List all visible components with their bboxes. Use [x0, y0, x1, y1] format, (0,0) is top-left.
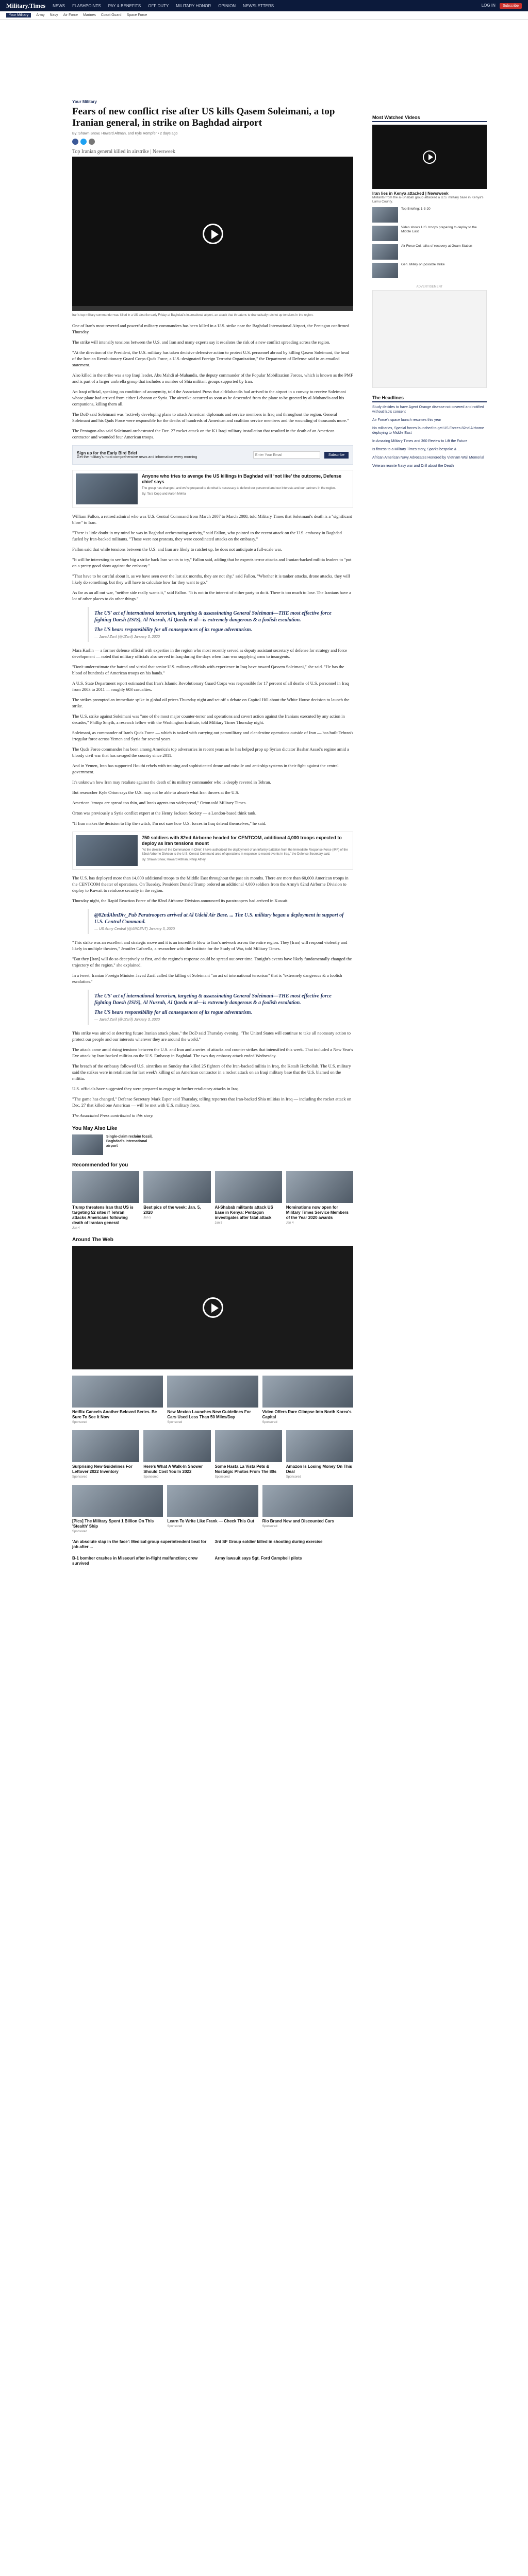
- also-like-item[interactable]: [72, 1134, 353, 1155]
- nav-pay-benefits[interactable]: PAY & BENEFITS: [108, 3, 141, 8]
- sidebar-thumbnail[interactable]: [372, 207, 398, 223]
- section-bar: [0, 11, 528, 20]
- paragraph: Mara Karlin — a former defense official with expertise in the region who most recently served as deputy assistant secretary of defense for strategy and force development — noted that military officials also served in Iraq during the days when Iran was supplying arms to insurgents.: [72, 648, 348, 659]
- sponsored-card[interactable]: [72, 1376, 163, 1424]
- strip-title[interactable]: 3rd SF Group soldier killed in shooting during exercise: [214, 1539, 323, 1544]
- card-meta: Sponsored: [72, 1530, 88, 1533]
- around-web-row: [72, 1485, 353, 1533]
- paragraph: And in Yemen, Iran has supported Houthi rebels with training and sophisticated drone and missile and anti-ship systems in their fight against the central government.: [72, 763, 339, 774]
- card-image[interactable]: [262, 1485, 353, 1517]
- video-player[interactable]: [72, 157, 353, 311]
- card-meta: Jan 5: [143, 1216, 151, 1219]
- card-title[interactable]: Learn To Write Like Frank — Check This Out: [167, 1519, 254, 1523]
- nav-flashpoints[interactable]: FLASHPOINTS: [72, 3, 101, 8]
- section-space-force[interactable]: Space Force: [126, 13, 147, 17]
- paragraph: The strike will intensify tensions between the U.S. and Iran and many experts say it escalates the risk of a new conflict spreading across the region.: [72, 340, 331, 345]
- paragraph: The breach of the embassy followed U.S. airstrikes on Sunday that killed 25 fighters of the Iran-backed militia in Iraq, the Kataib Hezbollah. The U.S. military said the strikes were in retaliation for last week's killing of an American contractor in a rocket attack on an Iraqi military base that the U.S. blamed on the militia.: [72, 1063, 351, 1081]
- paragraph: Thursday night, the Rapid Reaction Force of the 82nd Airborne Division announced its paratroopers had arrived in Kuwait.: [72, 898, 289, 903]
- article-byline: By: Shawn Snow, Howard Altman, and Kyle Rempfer • 2 days ago: [72, 132, 178, 135]
- paragraph: This strike was aimed at deterring future Iranian attack plans," the DoD said Thursday evening. "The United States will continue to take all necessary action to protect our people and our interests wherever they are around the world.": [72, 1030, 351, 1042]
- recommended-row: [72, 1171, 353, 1230]
- sidebar-thumbnail[interactable]: [372, 244, 398, 260]
- card-title[interactable]: Best pics of the week: Jan. 5, 2020: [143, 1205, 201, 1215]
- paragraph: "But they [Iran] will do so deceptively at first, and the regime's response could be spread out over time. Tonight's events have likely fundamentally changed the trajectory of the region," she explained.: [72, 956, 352, 968]
- paragraph: One of Iran's most revered and powerful military commanders has been killed in a U.S. strike near the Baghdad International Airport, the Pentagon confirmed Thursday.: [72, 323, 350, 334]
- paragraph: As far as an all out war, "neither side really wants it," said Fallon. "It is not in the interest of either party to do it. There is too much to lose. The Iranians have a lot of other places to do other things.": [72, 590, 351, 601]
- related-article[interactable]: [72, 832, 353, 870]
- signup-subscribe-button[interactable]: Subscribe: [324, 452, 349, 459]
- paragraph: "At the direction of the President, the U.S. military has taken decisive defensive action to protect U.S. personnel abroad by killing Qasem Soleimani, the head of the Iranian Revolutionary Guard Corps-Quds Force, a U.S.-designated Foreign Terrorist Organization," the Department of Defense said in an emailed statement.: [72, 350, 349, 367]
- card-title[interactable]: New Mexico Launches New Guidelines For Cars Used Less Than 50 Miles/Day: [167, 1410, 251, 1419]
- tweet-text-extra: The US bears responsibility for all consequences of its rogue adventurism.: [94, 1010, 252, 1015]
- tweet-text: The US' act of international terrorism, targeting & assassinating General Soleimani—THE most effective force fighting Daesh (ISIS), Al Nusrah, Al Qaeda et al—is extremely dangerous & a foolish escalation.: [94, 993, 332, 1006]
- card-image[interactable]: [72, 1171, 139, 1203]
- related-summary: The group has changed, and we're prepared to do what is necessary to defend our personnel and our interests and our partners in the region.: [142, 487, 336, 490]
- sidebar: [372, 115, 487, 472]
- nav-news[interactable]: NEWS: [53, 3, 65, 8]
- card-meta: Sponsored: [167, 1421, 183, 1424]
- email-input[interactable]: [253, 451, 320, 459]
- sidebar-ad[interactable]: [372, 290, 487, 388]
- nav-off-duty[interactable]: OFF DUTY: [148, 3, 169, 8]
- top-nav-bar: [0, 0, 528, 11]
- card-title[interactable]: [Pics] The Military Spent 1 Billion On This 'Stealth' Ship: [72, 1519, 154, 1529]
- related-meta: By: Tara Copp and Aaron Mehta: [142, 493, 186, 496]
- strip-item[interactable]: [215, 1539, 354, 1550]
- card-image[interactable]: [72, 1430, 139, 1462]
- paragraph: "Don't underestimate the hatred and vitriol that senior U.S. military officials with experience in Iraq have toward Qassem Soleimani," she said. "He has the blood of hundreds of American troops on his hands.": [72, 664, 344, 675]
- sponsored-card[interactable]: [72, 1430, 139, 1479]
- tweet-meta[interactable]: — US Army Central (@ARCENT) January 3, 2020: [94, 927, 175, 931]
- paragraph: American "troops are spread too thin, and Iran's agents too widespread," Orton told Military Times.: [72, 800, 247, 805]
- card-title[interactable]: Netflix Cancels Another Beloved Series. Be Sure To See It Now: [72, 1410, 157, 1419]
- card-title[interactable]: Video Offers Rare Glimpse Into North Korea's Capital: [262, 1410, 352, 1419]
- around-web-heading: Around The Web: [72, 1237, 113, 1243]
- paragraph: "That have to be careful about it, as we have seen over the last six months, they are not shy," said Fallon. "Whether it is tanker attacks, drone attacks, they will likely do something, but they will have to calculate how far they want to go.": [72, 573, 350, 585]
- play-icon[interactable]: [203, 224, 223, 244]
- tweet-text: @82ndAbnDiv_Pub Paratroopers arrived at Al Udeid Air Base. ... The U.S. military began a deployment in support of U.S. Central Command.: [94, 912, 344, 925]
- sidebar-item-text[interactable]: Air Force Col. talks of recovery at Guam Station: [401, 244, 472, 248]
- play-icon[interactable]: [203, 1297, 223, 1318]
- section-badge[interactable]: Your Military: [6, 13, 31, 18]
- sponsored-card[interactable]: [167, 1376, 258, 1424]
- subscribe-button[interactable]: Subscribe: [500, 3, 522, 9]
- card-title[interactable]: Al-Shabab militants attack US base in Kenya: Pentagon investigates after fatal attack: [214, 1205, 273, 1220]
- sidebar-video-item[interactable]: [372, 207, 487, 223]
- paragraph: The attack came amid rising tensions between the U.S. and Iran and a series of attacks and counter strikes that intensified this week. That included a New Year's Eve attack by Iran-backed militias on the U.S. Embassy in Baghdad. The two day embassy attack ended Wednesday.: [72, 1047, 353, 1058]
- newsletter-signup: [72, 445, 353, 465]
- card-image[interactable]: [286, 1171, 353, 1203]
- paragraph: An Iraqi official, speaking on condition of anonymity, told the Associated Press that al-Muhandis had arrived to the airport in a convoy to receive Soleimani whose plane had arrived from either Lebanon or Syria. The airstrike occurred as soon as he descended from the plane to be greeted by al-Muhandis and his companions, killing them all.: [72, 389, 346, 406]
- sidebar-item-text[interactable]: Gen. Milley on possible strike: [401, 263, 445, 266]
- video-title: Top Iranian general killed in airstrike | Newsweek: [72, 149, 175, 155]
- sidebar-video-item[interactable]: [372, 263, 487, 278]
- paragraph: A U.S. State Department report estimated that Iran's Islamic Revolutionary Guard Corps was responsible for 17 percent of all deaths of U.S. personnel in Iraq from 2003 to 2011 — roughly 603 casualties.: [72, 681, 349, 692]
- section-navy[interactable]: Navy: [50, 13, 58, 17]
- related-thumbnail[interactable]: [76, 835, 138, 866]
- tweet-meta[interactable]: — Javad Zarif (@JZarif) January 3, 2020: [94, 635, 160, 639]
- around-web-row: [72, 1430, 353, 1479]
- sidebar-thumbnail[interactable]: [372, 263, 398, 278]
- strip-title[interactable]: B-1 bomber crashes in Missouri after in-flight malfunction; crew survived: [72, 1556, 198, 1566]
- card-meta: Sponsored: [262, 1421, 277, 1424]
- headline-link[interactable]: Study decides to have Agent Orange disease not covered and notified without lab's consent: [372, 405, 484, 414]
- site-logo[interactable]: Military.Times: [6, 2, 46, 9]
- paragraph: "It will be interesting to see how big a strike back Iran wants to try," Fallon said, adding that he expects terror attacks and Iranian-backed militia leaders to "put on a pretty good show against the embassy.": [72, 557, 352, 568]
- card-meta: Sponsored: [72, 1421, 88, 1424]
- card-meta: Sponsored: [262, 1525, 277, 1528]
- paragraph: Soleimani, as commander of Iran's Quds Force — which is tasked with carrying out paramilitary and clandestine operations outside of Iran — has built Tehran's irregular force across Yemen and Syria for several years.: [72, 730, 353, 741]
- card-meta: Jan 4: [286, 1222, 294, 1225]
- tweet-meta[interactable]: — Javad Zarif (@JZarif) January 3, 2020: [94, 1018, 160, 1022]
- article-title: Fears of new conflict rise after US kills Qasem Soleimani, a top Iranian general, in strike on Baghdad airport: [72, 106, 335, 128]
- paragraph: Fallon said that while tensions between the U.S. and Iran are likely to ratchet up, he does not anticipate a full-scale war.: [72, 547, 282, 552]
- card-image[interactable]: [143, 1430, 210, 1462]
- headline-link[interactable]: African American Navy Advocates Honored by Vietnam Wall Memorial: [372, 456, 484, 460]
- sponsored-card[interactable]: [143, 1430, 210, 1479]
- signup-title: Sign up for the Early Bird Brief: [77, 451, 137, 455]
- section-marines[interactable]: Marines: [82, 13, 96, 17]
- recommended-card[interactable]: [286, 1171, 353, 1230]
- headline-link[interactable]: In Amazing Military Times and 360 Review to Lift the Future: [372, 439, 468, 443]
- paragraph: But researcher Kyle Orton says the U.S. may not be able to absorb what Iran throws at the U.S.: [72, 790, 239, 795]
- paragraph: "This strike was an excellent and strategic move and it is an incredible blow to Iran's network across the entire region. They [Iran] will respond violently and likely in multiple theaters," Jennifer Cafarella, a researcher with the Institute for the Study of War, told Military Times.: [72, 940, 348, 951]
- related-title[interactable]: Anyone who tries to avenge the US killings in Baghdad will ‘not like’ the outcome, Defense chief says: [142, 473, 342, 484]
- sidebar-thumbnail[interactable]: [372, 226, 398, 241]
- tweet-text: The US' act of international terrorism, targeting & assassinating General Soleimani—THE most effective force fighting Daesh (ISIS), Al Nusrah, Al Qaeda et al—is extremely dangerous & a foolish escalation.: [94, 611, 332, 623]
- related-thumbnail[interactable]: [76, 473, 138, 504]
- paragraph: The DoD said Soleimani was "actively developing plans to attack American diplomats and service members in Iraq and throughout the region. General Soleimani and his Quds Force were responsible for the deaths of hundreds of American and coalition service members and the wounding of thousands more.": [72, 412, 349, 423]
- photo-caption: Iran's top military commander was killed in a US airstrike early Friday at Baghdad's international airport, an attack that threatens to dramatically ratchet up tensions in the region.: [72, 314, 314, 317]
- article-main: [72, 99, 353, 1572]
- card-image[interactable]: [262, 1376, 353, 1408]
- paragraph: The strikes prompted an immediate spike in global oil prices Thursday night and set off a debate on Capitol Hill about the White House decision to launch the strike.: [72, 697, 350, 708]
- tweet-text-extra: The US bears responsibility for all consequences of its rogue adventurism.: [94, 627, 252, 633]
- card-title[interactable]: Here's What A Walk-In Shower Should Cost You In 2022: [143, 1464, 203, 1474]
- sponsored-card[interactable]: [215, 1430, 282, 1479]
- headline-link[interactable]: No militaries, Special forces launched to get US Forces 82nd Airborne deploying to Middle East: [372, 427, 484, 435]
- recommended-card[interactable]: [143, 1171, 210, 1230]
- card-title[interactable]: Rio Brand New and Discounted Cars: [262, 1519, 334, 1523]
- sidebar-video-player[interactable]: [372, 125, 487, 189]
- twitter-icon[interactable]: [80, 139, 87, 145]
- video-progress-bar[interactable]: [72, 306, 353, 311]
- nav-opinion[interactable]: OPINION: [218, 3, 236, 8]
- headline-strip: [72, 1556, 353, 1566]
- sidebar-video-item[interactable]: [372, 226, 487, 241]
- headline-link[interactable]: Air Force's space launch resumes this year: [372, 418, 441, 422]
- sponsored-card[interactable]: [262, 1485, 353, 1533]
- related-title[interactable]: 750 soldiers with 82nd Airborne headed for CENTCOM, additional 4,000 troops expected to deploy as Iran tensions mount: [142, 835, 342, 846]
- share-bar: [72, 139, 353, 145]
- section-army[interactable]: Army: [36, 13, 45, 17]
- facebook-icon[interactable]: [72, 139, 78, 145]
- embedded-tweet[interactable]: [88, 607, 353, 642]
- also-like-title[interactable]: Single-claim reclaim fossil, Baghdad's international airport: [106, 1135, 153, 1148]
- sidebar-video-text: Militants from the al-Shabab group attacked a U.S. military base in Kenya's Lamu County.: [372, 196, 484, 204]
- play-icon[interactable]: [423, 150, 436, 164]
- sidebar-video-item[interactable]: [372, 244, 487, 260]
- around-web-row: [72, 1376, 353, 1424]
- headlines-heading: The Headlines: [372, 395, 487, 402]
- sidebar-video-title[interactable]: Iran lies in Kenya attacked | Newsweek: [372, 191, 449, 196]
- card-image[interactable]: [167, 1485, 258, 1517]
- paragraph: Also killed in the strike was a top Iraqi leader, Abu Mahdi al-Muhandis, the deputy commander of the Popular Mobilization Forces, which is known as the PMF and is part of a larger umbrella group that includes a number of Shia militant groups supported by Iran.: [72, 372, 353, 384]
- card-title[interactable]: Trump threatens Iran that US is targeting 52 sites if Tehran attacks Americans following death of Iranian general: [72, 1205, 134, 1225]
- section-coast-guard[interactable]: Coast Guard: [101, 13, 122, 17]
- paragraph: The Quds Force commander has been among America's top adversaries in recent years as he has helped prop up Syrian dictator Bashar Assad's regime amid a bloody civil war that has ravaged the country since 2011.: [72, 747, 349, 758]
- login-link[interactable]: LOG IN: [481, 3, 496, 8]
- large-ad-video[interactable]: [72, 1246, 353, 1369]
- sponsored-card[interactable]: [72, 1485, 163, 1533]
- card-meta: Sponsored: [286, 1476, 301, 1479]
- card-meta: Sponsored: [167, 1525, 183, 1528]
- recommended-card[interactable]: [72, 1171, 139, 1230]
- paragraph: The Associated Press contributed to this story.: [72, 1113, 154, 1118]
- nav-actions: [482, 3, 522, 9]
- email-icon[interactable]: [89, 139, 95, 145]
- card-meta: Jan 5: [214, 1222, 223, 1225]
- most-watched-heading: Most Watched Videos: [372, 115, 487, 122]
- strip-title[interactable]: 'An absolute slap in the face': Medical group superintendent beat for job after ...: [72, 1539, 207, 1549]
- recommended-heading: Recommended for you: [72, 1162, 128, 1168]
- section-air-force[interactable]: Air Force: [63, 13, 78, 17]
- article-kicker[interactable]: Your Military: [72, 99, 97, 104]
- strip-title[interactable]: Army lawsuit says Sgt. Ford Campbell pilots: [214, 1556, 302, 1561]
- also-like-thumbnail[interactable]: [72, 1134, 103, 1155]
- related-summary: "At the direction of the Commander in Chief, I have authorized the deployment of an Infantry battalion from the Immediate Response Force (IRF) of the 82nd Airborne Division to the U.S. Central Command area of operations in response to recent events in Iraq," the Defense Secretary said.: [142, 849, 348, 856]
- paragraph: The U.S. has deployed more than 14,000 additional troops to the Middle East throughout the past six months. There are more than 60,000 American troops in the CENTCOM theater of operations. On Tuesday, President Donald Trump ordered an additional 4,000 soldiers from the Army's 82nd Airborne Division to deploy to Kuwait to reinforce security in the region.: [72, 875, 349, 893]
- sidebar-item-text[interactable]: Video shows U.S. troops preparing to deploy to the Middle East: [401, 226, 477, 233]
- strip-item[interactable]: [215, 1556, 354, 1566]
- paragraph: "There is little doubt in my mind he was in Baghdad orchestrating activity," said Fallon, who pointed to the recent attack on the U.S. embassy in Baghdad fueled by Iran-backed militants. "Those were not protests, they were coordinated attacks on the embassy.": [72, 530, 342, 541]
- card-meta: Sponsored: [72, 1476, 88, 1479]
- card-image[interactable]: [286, 1430, 353, 1462]
- also-like-heading: You May Also Like: [72, 1126, 118, 1131]
- card-image[interactable]: [215, 1171, 282, 1203]
- card-meta: Jan 4: [72, 1227, 80, 1230]
- card-meta: Sponsored: [143, 1476, 159, 1479]
- sidebar-item-text[interactable]: Top Briefing: 1-3-20: [401, 207, 431, 211]
- card-meta: Sponsored: [214, 1476, 230, 1479]
- paragraph: It's unknown how Iran may retaliate against the death of its military commander who is deeply revered in Tehran.: [72, 779, 271, 785]
- paragraph: In a tweet, Iranian Foreign Minister Javad Zarif called the killing of Soleimani "an act of international terrorism" that is "extremely dangerous & a foolish escalation.": [72, 973, 342, 984]
- paragraph: "If Iran makes the decision to flip the switch, I'm not sure how U.S. forces in Iraq defend themselves," he said.: [72, 821, 266, 826]
- strip-item[interactable]: [72, 1539, 211, 1550]
- sponsored-card[interactable]: [262, 1376, 353, 1424]
- paragraph: U.S. officials have suggested they were prepared to engage in further retaliatory attacks in Iraq.: [72, 1086, 240, 1091]
- related-article[interactable]: [72, 470, 353, 508]
- nav-military-honor[interactable]: MILITARY HONOR: [176, 3, 211, 8]
- strip-item[interactable]: [72, 1556, 211, 1566]
- embedded-tweet[interactable]: [88, 909, 353, 934]
- card-image[interactable]: [167, 1376, 258, 1408]
- card-image[interactable]: [72, 1376, 163, 1408]
- headline-link[interactable]: Veteran reunite Navy war and Drill about the Death: [372, 464, 454, 468]
- paragraph: The Pentagon also said Soleimani orchestrated the Dec. 27 rocket attack on the K1 Iraqi military installation that resulted in the death of an American contractor and wounded four American troops.: [72, 428, 335, 439]
- paragraph: The U.S. strike against Soleimani was "one of the most major counter-terror and operations and covert action against the Iranians executed by any action in decades," Phillip Smyth, a research fellow with the Washington Institute, told Military Times Thursday night.: [72, 714, 345, 725]
- card-image[interactable]: [215, 1430, 282, 1462]
- sponsored-card[interactable]: [167, 1485, 258, 1533]
- recommended-card[interactable]: [215, 1171, 282, 1230]
- related-meta: By: Shawn Snow, Howard Altman, Philip Athey: [142, 858, 206, 861]
- signup-description: Get the military's most comprehensive news and information every morning: [77, 455, 197, 459]
- signup-text: [77, 451, 249, 459]
- card-title[interactable]: Amazon Is Losing Money On This Deal: [286, 1464, 352, 1474]
- card-image[interactable]: [143, 1171, 210, 1203]
- card-title[interactable]: Nominations now open for Military Times Service Members of the Year 2020 awards: [286, 1205, 349, 1220]
- paragraph: "The game has changed," Defense Secretary Mark Esper said Thursday, telling reporters that Iran-backed Shia militias in Iraq — including the rocket attack on Dec. 27 that killed one American — will be met with U.S. military force.: [72, 1096, 352, 1108]
- sponsored-card[interactable]: [286, 1430, 353, 1479]
- card-image[interactable]: [72, 1485, 163, 1517]
- embedded-tweet[interactable]: [88, 990, 353, 1025]
- headlines-list: [372, 405, 487, 468]
- ad-label: ADVERTISEMENT: [416, 285, 443, 289]
- paragraph: Orton was previously a Syria conflict expert at the Henry Jackson Society — a London-based think tank.: [72, 810, 257, 816]
- paragraph: William Fallon, a retired admiral who was U.S. Central Command from March 2007 to March 2008, told Military Times that Soleimani's death is a "significant blow" to Iran.: [72, 514, 352, 525]
- card-title[interactable]: Some Hasta La Vista Pets & Nostalgic Photos From The 80s: [214, 1464, 277, 1474]
- headline-link[interactable]: Is fitness to a Military Times story, Sparks bespoke & ...: [372, 448, 461, 451]
- card-title[interactable]: Surprising New Guidelines For Leftover 2022 Inventory: [72, 1464, 133, 1474]
- headline-strip: [72, 1539, 353, 1550]
- nav-newsletters[interactable]: NEWSLETTERS: [243, 3, 274, 8]
